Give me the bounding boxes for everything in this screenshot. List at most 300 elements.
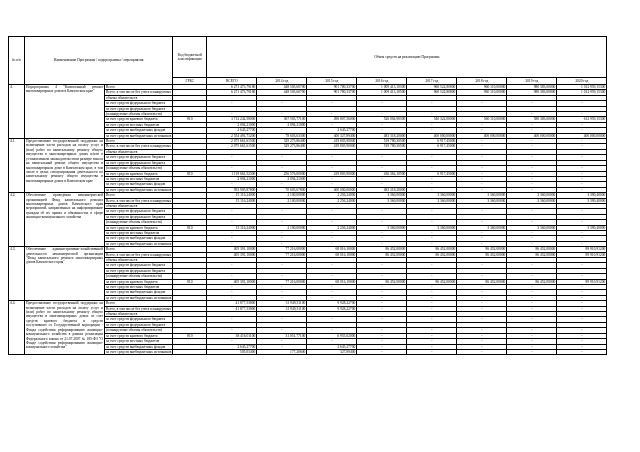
activity-name: Подпрограмма 4 "Капитальный ремонт многоквартирных домов в Камчатском крае" bbox=[25, 85, 105, 139]
amount-cell: 3 360,00000 bbox=[407, 225, 457, 230]
amount-cell: - bbox=[457, 290, 507, 295]
amount-cell: 2 094,21000 bbox=[207, 176, 257, 181]
header-name: Наименование Программы / подпрограммы / мероприятия bbox=[25, 37, 173, 85]
amount-cell: 400 000,00000 bbox=[457, 133, 507, 138]
amount-cell: - bbox=[407, 128, 457, 133]
amount-cell: - bbox=[457, 122, 507, 127]
amount-cell: - bbox=[557, 220, 607, 225]
amount-cell: 3 390,40000 bbox=[557, 198, 607, 203]
funding-source: за счет средств федерального бюджета bbox=[105, 263, 173, 268]
amount-cell: - bbox=[257, 230, 307, 235]
grbs-code bbox=[173, 349, 207, 354]
amount-cell: - bbox=[407, 155, 457, 160]
funding-source: за счет средств внебюджетных фондов bbox=[105, 290, 173, 295]
amount-cell: - bbox=[357, 128, 407, 133]
amount-cell: - bbox=[557, 128, 607, 133]
amount-cell: - bbox=[507, 333, 557, 338]
amount-cell: - bbox=[507, 306, 557, 311]
funding-source: за счет средств внебюджетных фондов bbox=[105, 344, 173, 349]
funding-source: за счет средств федерального бюджета bbox=[105, 101, 173, 106]
amount-cell: - bbox=[507, 285, 557, 290]
amount-cell: - bbox=[507, 344, 557, 349]
amount-cell: 960 522,80800 bbox=[407, 90, 457, 95]
amount-cell: 89 910,91200 bbox=[557, 247, 607, 252]
row-number: 4.4. bbox=[9, 301, 25, 355]
amount-cell: - bbox=[207, 166, 257, 171]
amount-cell: 3 360,00000 bbox=[507, 225, 557, 230]
row-number: 4.3. bbox=[9, 247, 25, 301]
amount-cell: 86 452,00000 bbox=[507, 252, 557, 257]
amount-cell: - bbox=[307, 317, 357, 322]
row-number: 4. bbox=[9, 85, 25, 139]
funding-source: за счет средств местных бюджетов bbox=[105, 176, 173, 181]
amount-cell: - bbox=[307, 182, 357, 187]
amount-cell: - bbox=[507, 101, 557, 106]
amount-cell: 2 645,27700 bbox=[307, 344, 357, 349]
amount-cell: 400 000,00000 bbox=[507, 133, 557, 138]
amount-cell: - bbox=[307, 230, 357, 235]
amount-cell: 2 100,00000 bbox=[257, 198, 307, 203]
amount-cell: - bbox=[357, 344, 407, 349]
amount-cell: 2 256,24000 bbox=[307, 198, 357, 203]
amount-cell: - bbox=[557, 333, 607, 338]
amount-cell: - bbox=[507, 230, 557, 235]
amount-cell: - bbox=[257, 182, 307, 187]
amount-cell: - bbox=[357, 236, 407, 241]
amount-cell: - bbox=[257, 339, 307, 344]
amount-cell: 31 051,77100 bbox=[257, 333, 307, 338]
amount-cell: - bbox=[507, 339, 557, 344]
amount-cell: - bbox=[307, 263, 357, 268]
amount-cell: 448 505,60700 bbox=[257, 90, 307, 95]
header-year: 2019 год bbox=[507, 78, 557, 85]
funding-source: за счет средств федерального бюджета bbox=[105, 322, 173, 327]
amount-cell: - bbox=[407, 317, 457, 322]
amount-cell: 6 917,45000 bbox=[407, 144, 457, 149]
amount-cell: 70 603,67800 bbox=[257, 187, 307, 192]
amount-cell: - bbox=[357, 155, 407, 160]
amount-cell: 419 805,90000 bbox=[307, 144, 357, 149]
grbs-code: 810 bbox=[173, 279, 207, 284]
amount-cell: - bbox=[507, 241, 557, 246]
funding-source: за счет средств местных бюджетов bbox=[105, 230, 173, 235]
amount-cell: - bbox=[457, 182, 507, 187]
amount-cell: 3 360,00000 bbox=[357, 225, 407, 230]
amount-cell: 483 318,20000 bbox=[357, 187, 407, 192]
amount-cell: - bbox=[257, 112, 307, 117]
amount-cell: 6 917,45000 bbox=[407, 139, 457, 144]
amount-cell: - bbox=[407, 333, 457, 338]
amount-cell: - bbox=[207, 339, 257, 344]
amount-cell: - bbox=[557, 209, 607, 214]
funding-source: за счет средств федерального бюджета bbox=[105, 214, 173, 219]
amount-cell: 38 416,01100 bbox=[207, 333, 257, 338]
amount-cell: - bbox=[557, 290, 607, 295]
header-code: Код бюджетной классификации bbox=[173, 37, 207, 78]
funding-source: за счет средств внебюджетных фондов bbox=[105, 236, 173, 241]
funding-source: за счет средств внебюджетных фондов bbox=[105, 128, 173, 133]
amount-cell: - bbox=[507, 295, 557, 300]
amount-cell: - bbox=[457, 263, 507, 268]
amount-cell: - bbox=[407, 295, 457, 300]
amount-cell: 15 116,24000 bbox=[207, 193, 257, 198]
amount-cell: - bbox=[357, 301, 407, 306]
amount-cell: 41 877,53800 bbox=[207, 301, 257, 306]
amount-cell: 6 955,02000 bbox=[307, 333, 357, 338]
amount-cell: - bbox=[307, 155, 357, 160]
amount-cell: - bbox=[507, 155, 557, 160]
amount-cell: - bbox=[557, 166, 607, 171]
amount-cell: - bbox=[357, 122, 407, 127]
amount-cell: 86 452,00000 bbox=[357, 279, 407, 284]
amount-cell: 86 452,00000 bbox=[407, 247, 457, 252]
amount-cell: - bbox=[507, 139, 557, 144]
amount-cell: - bbox=[357, 290, 407, 295]
amount-cell: - bbox=[407, 241, 457, 246]
amount-cell: 496 807,56000 bbox=[307, 117, 357, 122]
amount-cell: 980 383,00000 bbox=[507, 85, 557, 90]
amount-cell: - bbox=[457, 301, 507, 306]
row-number: 4.1. bbox=[9, 139, 25, 193]
amount-cell: 3 712 242,58000 bbox=[207, 117, 257, 122]
amount-cell: - bbox=[407, 182, 457, 187]
amount-cell: 86 452,00000 bbox=[357, 247, 407, 252]
amount-cell: 400 327,89400 bbox=[307, 133, 357, 138]
amount-cell: 86 452,00000 bbox=[457, 252, 507, 257]
amount-cell: - bbox=[257, 241, 307, 246]
amount-cell: - bbox=[457, 155, 507, 160]
funding-source: объема обязательств bbox=[105, 149, 173, 154]
amount-cell: - bbox=[557, 263, 607, 268]
amount-cell: - bbox=[557, 144, 607, 149]
amount-cell: - bbox=[557, 139, 607, 144]
amount-cell: - bbox=[407, 209, 457, 214]
amount-cell: 980 383,00000 bbox=[507, 90, 557, 95]
amount-cell: - bbox=[207, 274, 257, 279]
amount-cell: - bbox=[557, 155, 607, 160]
amount-cell: 256 576,00000 bbox=[257, 171, 307, 176]
amount-cell: - bbox=[207, 182, 257, 187]
grbs-code: 810 bbox=[173, 225, 207, 230]
amount-cell: 519 780,30500 bbox=[357, 139, 407, 144]
header-year: 2016 год bbox=[357, 78, 407, 85]
funding-source: за счет средств краевого бюджета bbox=[105, 171, 173, 176]
amount-cell: 1 119 661,52300 bbox=[207, 171, 257, 176]
header-year: 2018 год bbox=[457, 78, 507, 85]
amount-cell: 2 100,00000 bbox=[257, 193, 307, 198]
amount-cell: 2 094,21000 bbox=[257, 122, 307, 127]
amount-cell: 2 075 661,61500 bbox=[207, 144, 257, 149]
funding-source: Всего, в том числе без учета планируемых bbox=[106, 90, 172, 95]
amount-cell: 2 256,24000 bbox=[307, 225, 357, 230]
amount-cell: 6 271 473,79180 bbox=[207, 85, 257, 90]
amount-cell: 327,89400 bbox=[307, 349, 357, 354]
amount-cell: - bbox=[307, 122, 357, 127]
amount-cell: - bbox=[557, 171, 607, 176]
funding-source: за счет средств краевого бюджета bbox=[105, 225, 173, 230]
amount-cell: 405 391,10000 bbox=[207, 247, 257, 252]
amount-cell: - bbox=[507, 290, 557, 295]
amount-cell: 177,20600 bbox=[257, 349, 307, 354]
activity-name: Предоставление государственной поддержки на возмещение части расходов на оплату услуг и (или) работ по капитальному ремонту общего имущества в многоквартирных домах за счет средств краевого бюджета и средств поступивших от Государственной корпорации - Фонда содействия реформированию жилищно-коммунального хозяйства в рамках реализации Федерального закона от 21.07.2007 № 185-ФЗ "О Фонде содействия реформированию жилищно-коммунального хозяйства" bbox=[25, 301, 105, 355]
amount-cell: - bbox=[457, 236, 507, 241]
amount-cell: 3 360,00000 bbox=[357, 193, 407, 198]
amount-cell: - bbox=[357, 328, 407, 333]
amount-cell: 519 780,30500 bbox=[357, 144, 407, 149]
amount-cell: - bbox=[307, 101, 357, 106]
amount-cell: - bbox=[507, 349, 557, 354]
funding-source: за счет средств внебюджетных источников bbox=[106, 241, 172, 246]
amount-cell: 86 452,00000 bbox=[357, 252, 407, 257]
amount-cell: 3 360,00000 bbox=[457, 198, 507, 203]
amount-cell: - bbox=[557, 176, 607, 181]
amount-cell: 3 390,40000 bbox=[557, 193, 607, 198]
amount-cell: - bbox=[257, 101, 307, 106]
amount-cell: 560 110,00000 bbox=[457, 117, 507, 122]
amount-cell: 77 216,00000 bbox=[257, 252, 307, 257]
amount-cell: 86 452,00000 bbox=[457, 279, 507, 284]
header-volume: Объем средств на реализацию Программы bbox=[207, 37, 607, 78]
amount-cell: - bbox=[457, 344, 507, 349]
amount-cell: - bbox=[557, 274, 607, 279]
funding-source: за счет средств краевого бюджета bbox=[105, 117, 173, 122]
amount-cell: 960 110,00000 bbox=[457, 85, 507, 90]
amount-cell: - bbox=[407, 285, 457, 290]
amount-cell: - bbox=[557, 122, 607, 127]
amount-cell: - bbox=[457, 349, 507, 354]
amount-cell: 960 522,80800 bbox=[407, 85, 457, 90]
header-year: 2014 год bbox=[257, 78, 307, 85]
amount-cell: 367 503,77100 bbox=[257, 117, 307, 122]
amount-cell: - bbox=[557, 301, 607, 306]
amount-cell: 3 360,00000 bbox=[357, 198, 407, 203]
amount-cell: - bbox=[357, 182, 407, 187]
funding-source: объема обязательств bbox=[105, 312, 173, 317]
funding-source: за счет средств федерального бюджета bbox=[105, 317, 173, 322]
amount-cell: - bbox=[357, 295, 407, 300]
amount-cell: - bbox=[257, 220, 307, 225]
funding-source: Всего, в том числе без учета планируемых bbox=[106, 306, 172, 311]
funding-source: за счет средств федерального бюджета bbox=[105, 106, 173, 111]
amount-cell: - bbox=[357, 220, 407, 225]
amount-cell: 901 780,33700 bbox=[307, 90, 357, 95]
amount-cell: - bbox=[307, 241, 357, 246]
amount-cell: - bbox=[307, 339, 357, 344]
funding-source: за счет средств краевого бюджета bbox=[105, 279, 173, 284]
amount-cell: - bbox=[257, 328, 307, 333]
amount-cell: - bbox=[407, 344, 457, 349]
amount-cell: - bbox=[457, 176, 507, 181]
amount-cell: 448 505,60700 bbox=[257, 85, 307, 90]
amount-cell: - bbox=[207, 236, 257, 241]
amount-cell: 526 004,90500 bbox=[357, 117, 407, 122]
amount-cell: - bbox=[207, 317, 257, 322]
amount-cell: - bbox=[407, 176, 457, 181]
amount-cell: - bbox=[507, 317, 557, 322]
amount-cell: 31 949,31100 bbox=[257, 301, 307, 306]
amount-cell: - bbox=[507, 209, 557, 214]
amount-cell: - bbox=[407, 274, 457, 279]
funding-source: Всего bbox=[105, 85, 173, 90]
amount-cell: - bbox=[507, 328, 557, 333]
amount-cell: - bbox=[357, 263, 407, 268]
header-year: ВСЕГО bbox=[207, 78, 257, 85]
amount-cell: - bbox=[407, 166, 457, 171]
amount-cell: - bbox=[457, 241, 507, 246]
amount-cell: - bbox=[507, 144, 557, 149]
amount-cell: 15 116,24000 bbox=[207, 198, 257, 203]
amount-cell: - bbox=[557, 295, 607, 300]
amount-cell: - bbox=[207, 285, 257, 290]
amount-cell: - bbox=[357, 339, 407, 344]
funding-source: Всего, в том числе без учета планируемых bbox=[106, 198, 172, 203]
amount-cell: 9 928,22700 bbox=[307, 301, 357, 306]
amount-cell: - bbox=[457, 328, 507, 333]
amount-cell: - bbox=[507, 274, 557, 279]
amount-cell: - bbox=[257, 128, 307, 133]
amount-cell: - bbox=[307, 176, 357, 181]
funding-source: объема обязательств bbox=[105, 95, 173, 100]
amount-cell: - bbox=[357, 306, 407, 311]
amount-cell: 612 959,15300 bbox=[557, 117, 607, 122]
amount-cell: - bbox=[407, 339, 457, 344]
amount-cell: - bbox=[457, 144, 507, 149]
amount-cell: 405 391,10000 bbox=[207, 252, 257, 257]
amount-cell: 953 905,87800 bbox=[207, 187, 257, 192]
amount-cell: - bbox=[407, 101, 457, 106]
amount-cell: - bbox=[407, 230, 457, 235]
amount-cell: - bbox=[207, 112, 257, 117]
amount-cell: - bbox=[557, 241, 607, 246]
funding-source: за счет средств местных бюджетов bbox=[105, 122, 173, 127]
amount-cell: 329 273,86400 bbox=[257, 139, 307, 144]
funding-source: за счет средств краевого бюджета bbox=[105, 333, 173, 338]
amount-cell: 2 256,24000 bbox=[307, 193, 357, 198]
amount-cell: 77 216,00000 bbox=[257, 279, 307, 284]
amount-cell: - bbox=[407, 306, 457, 311]
amount-cell: 419 805,90000 bbox=[307, 171, 357, 176]
funding-source: за счет средств местных бюджетов bbox=[105, 285, 173, 290]
amount-cell: 400 000,00000 bbox=[407, 133, 457, 138]
funding-source: Всего bbox=[105, 301, 173, 306]
amount-cell: - bbox=[457, 128, 507, 133]
amount-cell: - bbox=[507, 112, 557, 117]
amount-cell: 2 645,27700 bbox=[207, 344, 257, 349]
activity-name: Обеспечение проведения некоммерческой организацией Фонд капитального ремонта многоквартирных домов Камчатского края мероприятий, направленных на информирование граждан об их правах и обязанностях в сфере жилищно-коммунального хозяйства bbox=[25, 193, 105, 247]
funding-source: (планируемые объемы обязательств) bbox=[105, 328, 173, 333]
amount-cell: - bbox=[507, 128, 557, 133]
funding-source: за счет средств внебюджетных источников bbox=[106, 295, 172, 300]
grbs-code: 810 bbox=[173, 117, 207, 122]
amount-cell: 68 016,10000 bbox=[307, 247, 357, 252]
funding-source: (планируемые объемы обязательств) bbox=[105, 166, 173, 171]
amount-cell: - bbox=[407, 220, 457, 225]
amount-cell: 9 928,22700 bbox=[307, 306, 357, 311]
amount-cell: - bbox=[357, 209, 407, 214]
amount-cell: 3 360,00000 bbox=[407, 198, 457, 203]
funding-source: (планируемые объемы обязательств) bbox=[105, 274, 173, 279]
amount-cell: 1 012 959,15300 bbox=[557, 90, 607, 95]
amount-cell: 405 391,10000 bbox=[207, 279, 257, 284]
amount-cell: - bbox=[357, 241, 407, 246]
header-year: 2017 год bbox=[407, 78, 457, 85]
amount-cell: 3 360,00000 bbox=[507, 198, 557, 203]
amount-cell: 86 452,00000 bbox=[507, 247, 557, 252]
amount-cell: 400 000,00000 bbox=[557, 133, 607, 138]
amount-cell: 86 452,00000 bbox=[507, 279, 557, 284]
amount-cell: 15 116,24000 bbox=[207, 225, 257, 230]
amount-cell: 400 000,00000 bbox=[307, 187, 357, 192]
amount-cell: - bbox=[557, 182, 607, 187]
amount-cell: 329 273,86400 bbox=[257, 144, 307, 149]
funding-source: за счет средств федерального бюджета bbox=[105, 155, 173, 160]
amount-cell: - bbox=[407, 301, 457, 306]
amount-cell: - bbox=[357, 166, 407, 171]
amount-cell: 2 645,27700 bbox=[207, 128, 257, 133]
amount-cell: 68 016,10000 bbox=[307, 252, 357, 257]
amount-cell: - bbox=[457, 339, 507, 344]
funding-source: (планируемые объемы обязательств) bbox=[105, 112, 173, 117]
amount-cell: - bbox=[307, 328, 357, 333]
amount-cell: 3 390,40000 bbox=[557, 225, 607, 230]
amount-cell: - bbox=[257, 155, 307, 160]
amount-cell: - bbox=[207, 101, 257, 106]
amount-cell: - bbox=[207, 263, 257, 268]
funding-source: за счет средств внебюджетных источников bbox=[106, 133, 172, 138]
amount-cell: - bbox=[407, 187, 457, 192]
grbs-code: 810 bbox=[173, 333, 207, 338]
amount-cell: - bbox=[257, 295, 307, 300]
amount-cell: - bbox=[507, 236, 557, 241]
amount-cell: - bbox=[557, 317, 607, 322]
amount-cell: - bbox=[207, 241, 257, 246]
amount-cell: - bbox=[257, 166, 307, 171]
amount-cell: - bbox=[457, 101, 507, 106]
funding-source: за счет средств федерального бюджета bbox=[105, 268, 173, 273]
amount-cell: 89 910,91200 bbox=[557, 279, 607, 284]
funding-source: Всего bbox=[105, 247, 173, 252]
funding-source: объема обязательств bbox=[105, 203, 173, 208]
amount-cell: 78 603,63300 bbox=[257, 133, 307, 138]
amount-cell: - bbox=[357, 317, 407, 322]
amount-cell: - bbox=[307, 209, 357, 214]
amount-cell: 3 360,00000 bbox=[507, 193, 557, 198]
funding-source: за счет средств внебюджетных фондов bbox=[105, 182, 173, 187]
amount-cell: - bbox=[357, 230, 407, 235]
activity-name: Предоставление государственной поддержки на возмещение части расходов на оплату услуг и (или) работ по капитальному ремонту общего имущества в многоквартирных домах и/или в установленном законодательством размере взноса на капитальный ремонт общего имущества в многоквартирном доме в Камчатском крае, в том числе в целях стимулирования деятельности по капитальному ремонту общего имущества в многоквартирных домах в Камчатском крае bbox=[25, 139, 105, 193]
amount-cell: - bbox=[257, 263, 307, 268]
funding-source: за счет средств внебюджетных источников bbox=[106, 187, 172, 192]
amount-cell: - bbox=[257, 236, 307, 241]
amount-cell: - bbox=[457, 166, 507, 171]
table-body bbox=[9, 85, 607, 355]
amount-cell: 2 645,27700 bbox=[307, 128, 357, 133]
funding-source: (планируемые объемы обязательств) bbox=[105, 220, 173, 225]
amount-cell: - bbox=[257, 290, 307, 295]
amount-cell: - bbox=[307, 112, 357, 117]
header-num: № п/п bbox=[9, 37, 25, 85]
amount-cell: 1 009 413,10500 bbox=[357, 90, 407, 95]
amount-cell: - bbox=[207, 220, 257, 225]
amount-cell: - bbox=[557, 344, 607, 349]
amount-cell: - bbox=[207, 328, 257, 333]
amount-cell: - bbox=[257, 285, 307, 290]
amount-cell: - bbox=[457, 139, 507, 144]
amount-cell: 901 780,33700 bbox=[307, 85, 357, 90]
amount-cell: - bbox=[257, 344, 307, 349]
amount-cell: - bbox=[457, 295, 507, 300]
amount-cell: - bbox=[307, 274, 357, 279]
